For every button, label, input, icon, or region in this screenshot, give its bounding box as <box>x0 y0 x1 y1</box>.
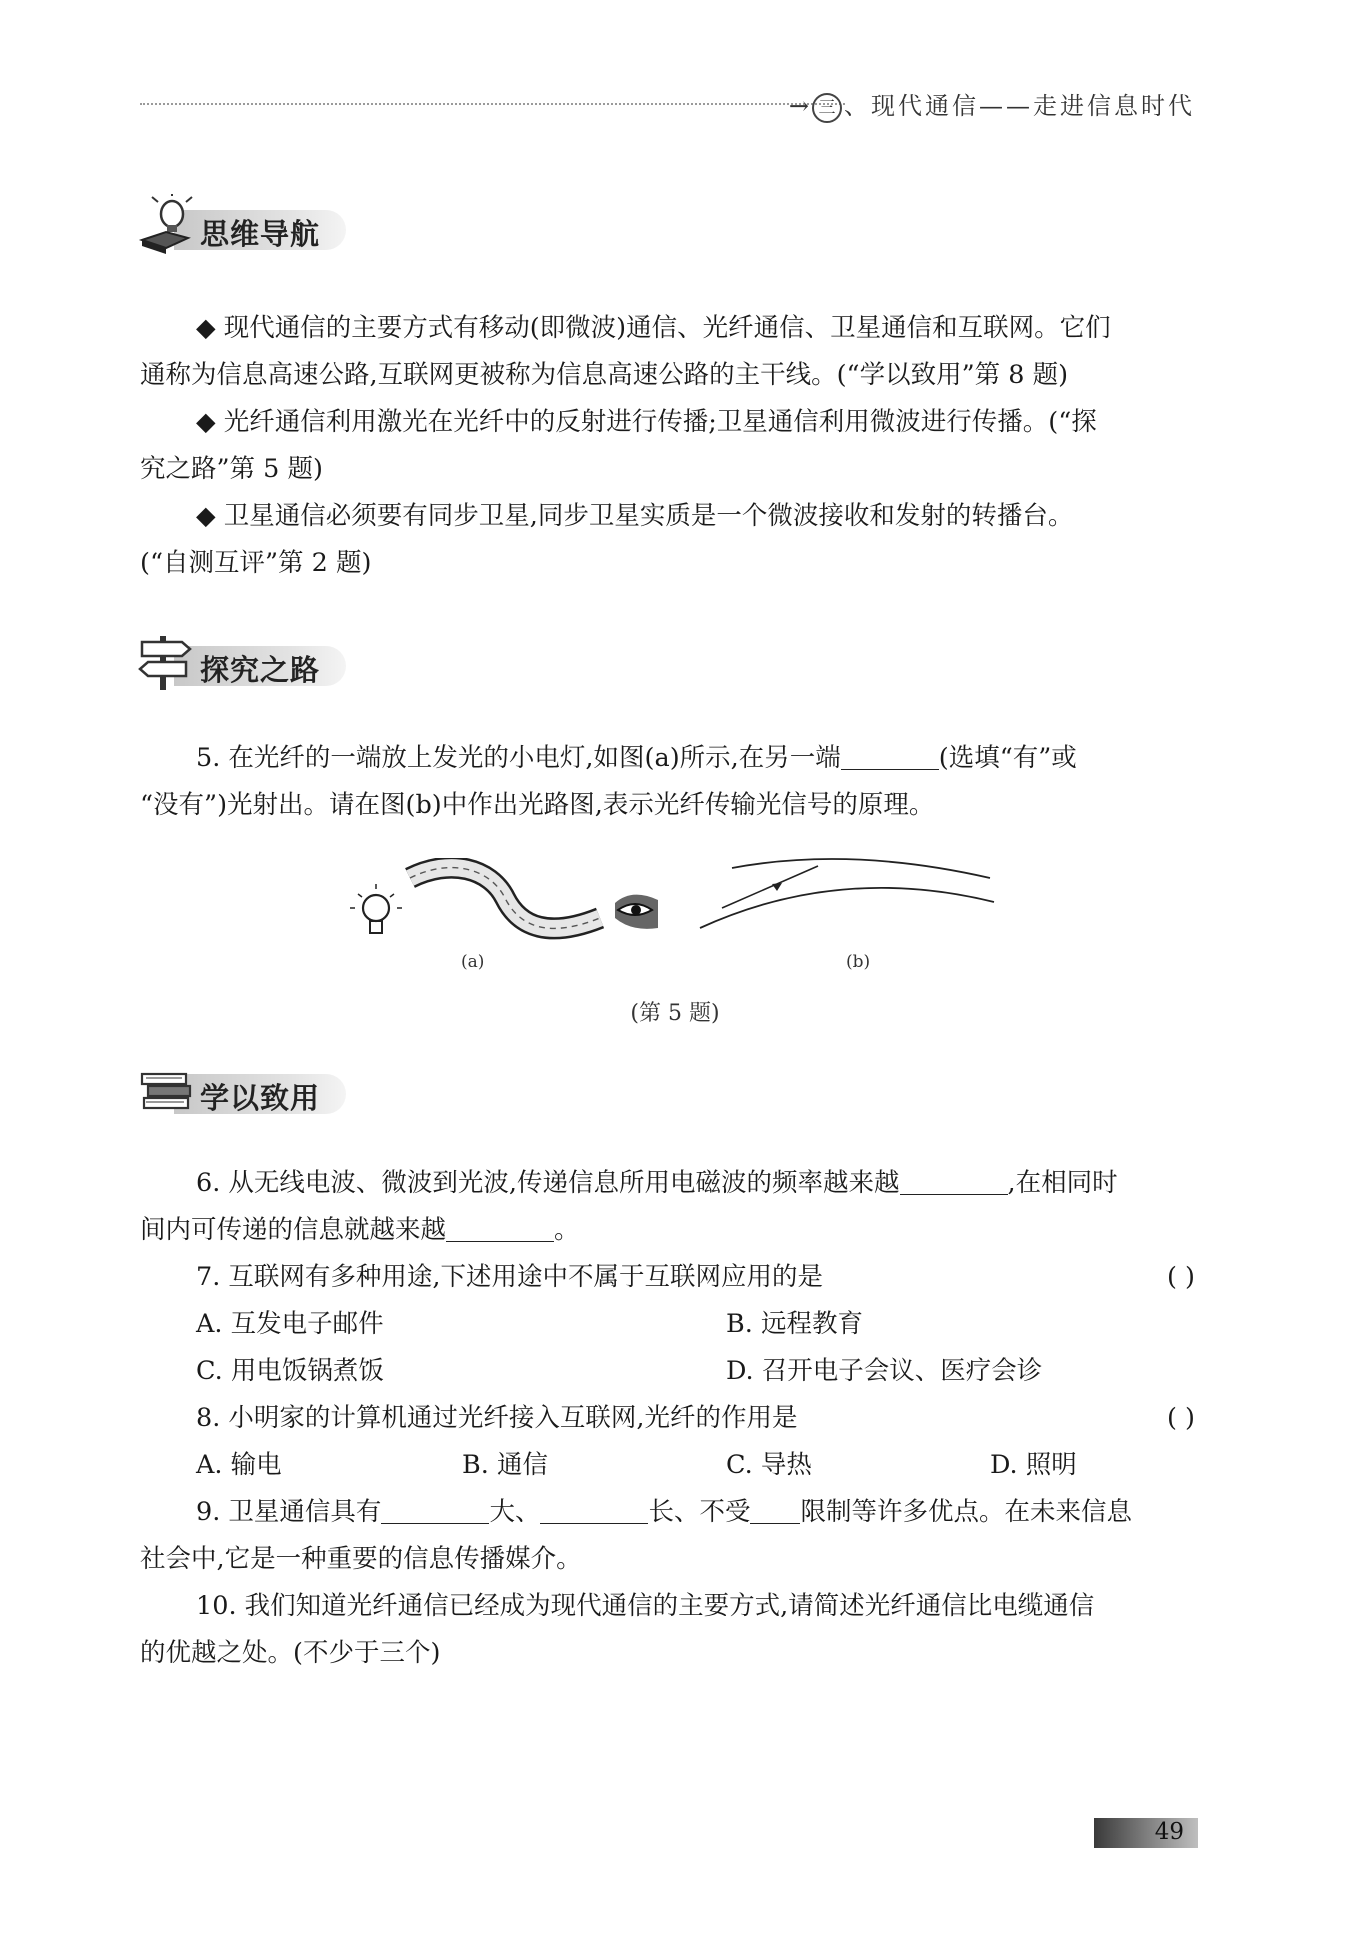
bullet-1-line-2: 通称为信息高速公路,互联网更被称为信息高速公路的主干线。(“学以致用”第 8 题) <box>140 360 1069 390</box>
bullet-3-line-1: ◆ 卫星通信必须要有同步卫星,同步卫星实质是一个微波接收和发射的转播台。 <box>196 501 1074 531</box>
bullet-2-line-1: ◆ 光纤通信利用激光在光纤中的反射进行传播;卫星通信利用微波进行传播。(“探 <box>196 407 1097 437</box>
section-label: 思维导航 <box>200 217 321 251</box>
answer-blank[interactable] <box>446 1215 554 1242</box>
page-number: 49 <box>1154 1819 1184 1845</box>
figure-a-lamp-fiber-eye <box>340 858 670 968</box>
question-7-stem: 7. 互联网有多种用途,下述用途中不属于互联网应用的是 ( ) <box>140 1254 1195 1301</box>
answer-blank[interactable] <box>750 1497 800 1524</box>
section-banner-exploration <box>138 630 348 686</box>
section-label: 学以致用 <box>200 1081 321 1115</box>
optical-fiber <box>410 868 600 929</box>
ray-arrow-icon <box>772 883 782 891</box>
q8-option-c[interactable]: C. 导热 <box>726 1450 812 1480</box>
answer-paren[interactable]: ( ) <box>1166 1262 1195 1292</box>
question-10-line-2: 的优越之处。(不少于三个) <box>140 1638 441 1668</box>
answer-paren[interactable]: ( ) <box>1166 1403 1195 1433</box>
answer-blank[interactable] <box>381 1497 489 1524</box>
question-5-line-1: 5. 在光纤的一端放上发光的小电灯,如图(a)所示,在另一端 (选填“有”或 <box>196 743 1077 773</box>
books-stack-icon <box>138 1058 198 1118</box>
question-8-stem: 8. 小明家的计算机通过光纤接入互联网,光纤的作用是 ( ) <box>140 1395 1195 1442</box>
signpost-icon <box>138 630 198 690</box>
figure-b-label: (b) <box>846 952 871 972</box>
q7-option-c[interactable]: C. 用电饭锅煮饭 <box>196 1356 384 1386</box>
q8-option-b[interactable]: B. 通信 <box>462 1450 548 1480</box>
figure-caption: (第 5 题) <box>630 1001 720 1026</box>
section-banner-thinking-guide <box>138 194 348 250</box>
figure-b-fiber-diagram <box>690 850 1010 950</box>
q7-option-d[interactable]: D. 召开电子会议、医疗会诊 <box>726 1356 1043 1386</box>
eye-icon <box>615 895 658 929</box>
figure-a-label: (a) <box>461 952 485 972</box>
answer-blank[interactable] <box>540 1497 648 1524</box>
question-9-line-2: 社会中,它是一种重要的信息传播媒介。 <box>140 1544 582 1574</box>
bullet-1-line-1: ◆ 现代通信的主要方式有移动(即微波)通信、光纤通信、卫星通信和互联网。它们 <box>196 313 1111 343</box>
q8-option-d[interactable]: D. 照明 <box>990 1450 1077 1480</box>
answer-blank[interactable] <box>900 1168 1008 1195</box>
running-header <box>140 86 1195 126</box>
lightbulb-book-icon <box>138 194 198 254</box>
q7-option-a[interactable]: A. 互发电子邮件 <box>196 1309 384 1339</box>
q7-option-b[interactable]: B. 远程教育 <box>726 1309 863 1339</box>
question-6-line-1: 6. 从无线电波、微波到光波,传递信息所用电磁波的频率越来越 ,在相同时 <box>196 1168 1118 1198</box>
section-banner-application <box>138 1058 348 1114</box>
section-label: 探究之路 <box>200 653 321 687</box>
chapter-number-badge: 三 <box>812 93 842 123</box>
page-number-tab <box>1094 1818 1198 1848</box>
chapter-title: 、现代通信——走进信息时代 <box>844 92 1195 120</box>
question-6-line-2: 间内可传递的信息就越来越 。 <box>140 1215 580 1245</box>
answer-blank[interactable] <box>841 743 939 770</box>
q8-option-a[interactable]: A. 输电 <box>196 1450 282 1480</box>
question-5-line-2: “没有”)光射出。请在图(b)中作出光路图,表示光纤传输光信号的原理。 <box>140 790 935 820</box>
bullet-2-line-2: 究之路”第 5 题) <box>140 454 323 484</box>
question-10-line-1: 10. 我们知道光纤通信已经成为现代通信的主要方式,请简述光纤通信比电缆通信 <box>196 1591 1095 1621</box>
lamp-icon <box>350 884 402 933</box>
bullet-3-line-2: (“自测互评”第 2 题) <box>140 548 372 578</box>
header-dotted-rule <box>140 103 845 105</box>
question-9-line-1: 9. 卫星通信具有 大、 长、不受 限制等许多优点。在未来信息 <box>196 1497 1132 1527</box>
header-text: → 三 、现代通信——走进信息时代 <box>789 86 1195 123</box>
